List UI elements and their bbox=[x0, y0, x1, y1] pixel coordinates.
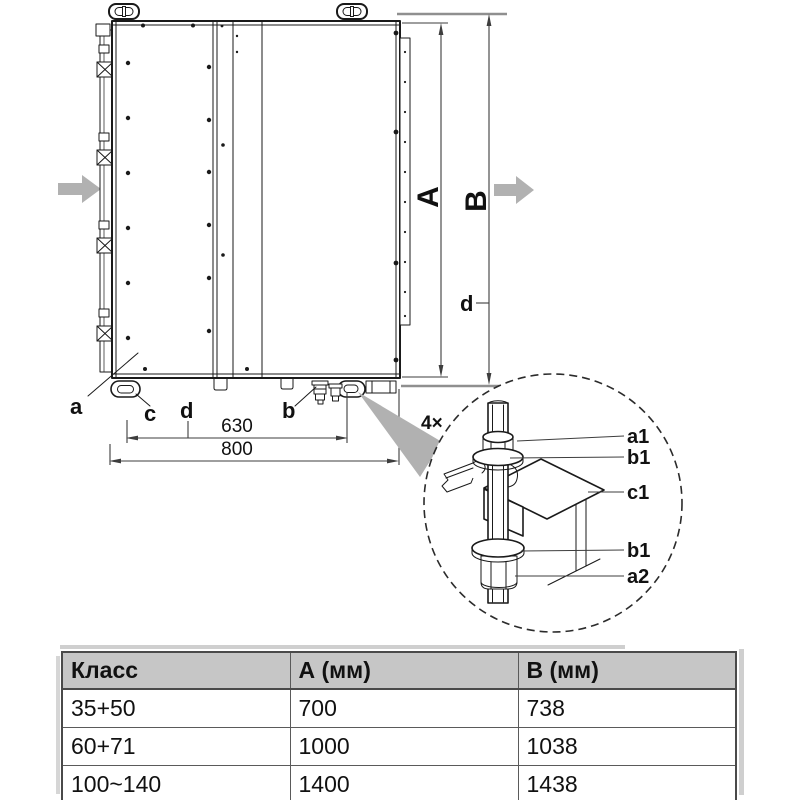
dim-label-B: B bbox=[460, 190, 493, 212]
anchor-bolt-callout bbox=[358, 374, 682, 632]
dimensions-table-wrap bbox=[61, 651, 737, 800]
label-c: c bbox=[144, 401, 157, 426]
cell-a: 700 bbox=[290, 689, 518, 728]
table-header-row bbox=[62, 652, 736, 689]
bolt-count-label: 4× bbox=[421, 413, 443, 434]
table-row bbox=[62, 689, 736, 728]
table-shadow-right bbox=[739, 649, 744, 795]
dimensions-table bbox=[61, 651, 737, 800]
outdoor-unit-drawing bbox=[96, 4, 410, 404]
airflow-in-arrow bbox=[58, 175, 101, 203]
label-d-side: d bbox=[460, 291, 474, 316]
carry-handle-right bbox=[337, 4, 367, 19]
label-a2: a2 bbox=[627, 566, 650, 588]
cell-a: 1400 bbox=[290, 766, 518, 800]
col-header-a-mm: А (мм) bbox=[290, 652, 518, 689]
cell-a: 1000 bbox=[290, 728, 518, 766]
label-a1: a1 bbox=[627, 426, 650, 448]
cell-class: 100~140 bbox=[62, 766, 290, 800]
col-header-class: Класс bbox=[62, 652, 290, 689]
col-header-b-mm: В (мм) bbox=[518, 652, 736, 689]
mounting-foot-left bbox=[111, 381, 140, 397]
table-shadow-top bbox=[60, 645, 625, 649]
airflow-out-arrow bbox=[494, 176, 534, 204]
label-b1-lower: b1 bbox=[627, 540, 651, 562]
label-d-bottom: d bbox=[180, 398, 194, 423]
cell-class: 60+71 bbox=[62, 728, 290, 766]
cell-class: 35+50 bbox=[62, 689, 290, 728]
cell-b: 1038 bbox=[518, 728, 736, 766]
label-b: b bbox=[282, 398, 296, 423]
dim-width-inner: 630 bbox=[221, 416, 253, 437]
label-a: a bbox=[70, 394, 83, 419]
service-valves bbox=[312, 381, 342, 404]
table-shadow-left bbox=[56, 656, 60, 794]
carry-handle-left bbox=[109, 4, 139, 19]
cell-b: 738 bbox=[518, 689, 736, 728]
cell-b: 1438 bbox=[518, 766, 736, 800]
table-row bbox=[62, 766, 736, 800]
base-tabs bbox=[214, 378, 396, 393]
table-row bbox=[62, 728, 736, 766]
dim-label-A: A bbox=[412, 186, 445, 208]
label-c1: c1 bbox=[627, 482, 650, 504]
label-b1-upper: b1 bbox=[627, 447, 651, 469]
dim-width-outer: 800 bbox=[221, 439, 253, 460]
